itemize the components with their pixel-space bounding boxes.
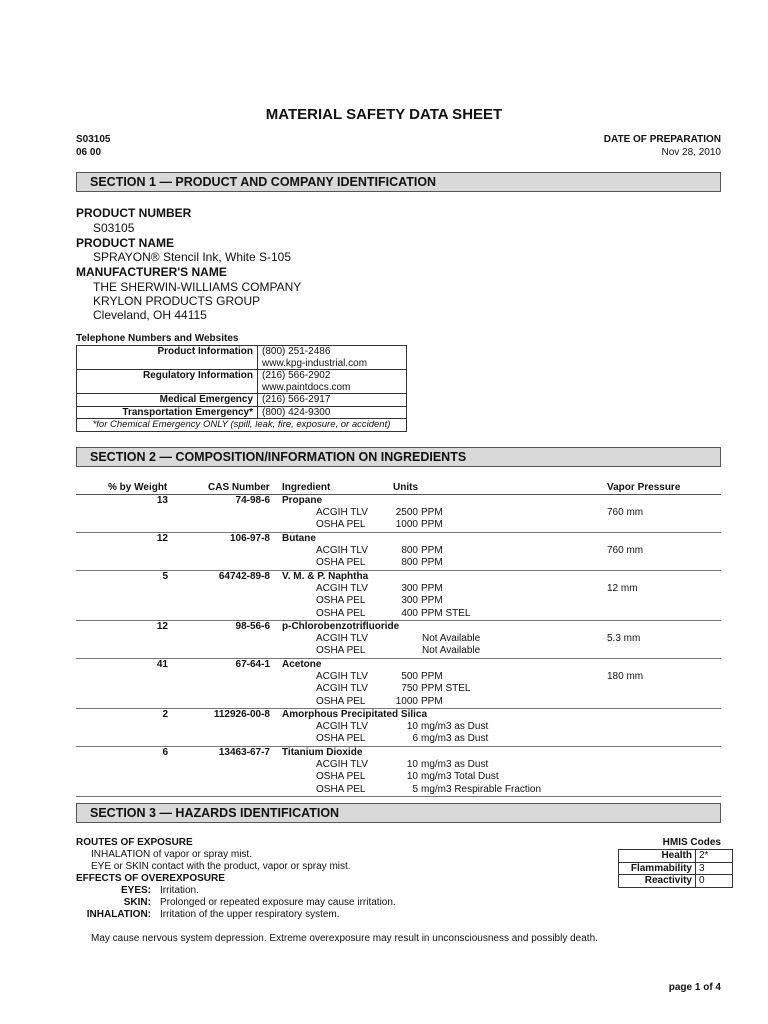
product-number: S03105 <box>93 221 135 235</box>
table-row <box>77 370 407 394</box>
limit-type: OSHA PEL <box>316 733 366 745</box>
limit-value: 1000 <box>395 695 418 707</box>
ingredient-name: V. M. & P. Naphtha <box>282 571 369 582</box>
limit-unit: mg/m3 as Dust <box>421 759 489 771</box>
limit-unit: PPM STEL <box>421 607 471 619</box>
limit-type: OSHA PEL <box>316 783 366 795</box>
effects-label: EFFECTS OF OVEREXPOSURE <box>76 873 225 884</box>
effect-value: Irritation of the upper respiratory system. <box>160 909 340 920</box>
hmis-value: 2* <box>696 850 733 863</box>
hmis-key: Reactivity <box>619 875 696 888</box>
limit-type: ACGIH TLV <box>316 583 368 595</box>
ingredient-group <box>76 532 721 571</box>
ingredient-weight: 12 <box>156 533 168 544</box>
limit-type: ACGIH TLV <box>316 683 368 695</box>
telephone-value <box>258 346 407 370</box>
ingredient-name: Acetone <box>282 659 322 670</box>
ingredient-name: Amorphous Precipitated Silica <box>282 709 428 720</box>
ingredient-weight: 5 <box>162 571 168 582</box>
date-value: Nov 28, 2010 <box>661 147 721 158</box>
ingredient-group <box>76 570 721 621</box>
telephone-label: Medical Emergency <box>77 394 258 407</box>
ingredient-group <box>76 620 721 659</box>
limit-unit: Not Available <box>422 633 481 645</box>
page-number: page 1 of 4 <box>668 982 721 993</box>
limit-value: 10 <box>406 721 418 733</box>
table-row <box>77 419 407 432</box>
ingredient-vapor: 12 mm <box>607 583 638 595</box>
effect-key: INHALATION: <box>86 909 151 920</box>
limit-type: ACGIH TLV <box>316 545 368 557</box>
ingredient-name: Titanium Dioxide <box>282 747 363 758</box>
table-row <box>619 850 733 863</box>
ingredient-group <box>76 494 721 533</box>
phone-number: (216) 566-2917 <box>258 394 407 407</box>
col-weight: % by Weight <box>108 482 168 493</box>
col-units: Units <box>393 482 418 493</box>
limit-value: 500 <box>401 671 418 683</box>
limit-type: OSHA PEL <box>316 519 366 531</box>
limit-unit: mg/m3 Total Dust <box>421 771 499 783</box>
product-number-label: PRODUCT NUMBER <box>76 206 192 220</box>
ingredient-name: p-Chlorobenzotrifluoride <box>282 621 400 632</box>
ingredient-name: Butane <box>282 533 316 544</box>
ingredient-cas: 67-64-1 <box>235 659 270 670</box>
website: www.paintdocs.com <box>262 381 351 393</box>
telephone-value <box>258 370 407 394</box>
effect-value: Prolonged or repeated exposure may cause irritation. <box>160 897 396 908</box>
manufacturer-line: THE SHERWIN-WILLIAMS COMPANY <box>93 280 302 294</box>
ingredient-vapor: 760 mm <box>607 507 644 519</box>
section3-heading: SECTION 3 — HAZARDS IDENTIFICATION <box>76 803 721 823</box>
ingredient-weight: 2 <box>162 709 168 720</box>
table-row <box>77 346 407 370</box>
hmis-title: HMIS Codes <box>662 837 721 848</box>
hmis-value: 3 <box>696 862 733 875</box>
limit-type: ACGIH TLV <box>316 671 368 683</box>
limit-unit: PPM <box>421 695 443 707</box>
telephone-label: Transportation Emergency* <box>77 406 258 419</box>
hmis-value: 0 <box>696 875 733 888</box>
ingredient-name: Propane <box>282 495 323 506</box>
limit-value: 400 <box>401 607 418 619</box>
limit-value: 6 <box>412 733 418 745</box>
limit-value: 2500 <box>395 507 418 519</box>
limit-unit: PPM <box>421 671 443 683</box>
limit-value: 300 <box>401 595 418 607</box>
ingredient-weight: 6 <box>162 747 168 758</box>
limit-value: 1000 <box>395 519 418 531</box>
ingredient-group <box>76 746 721 797</box>
ingredient-cas: 64742-89-8 <box>218 571 270 582</box>
phone-number: (800) 251-2486 <box>262 346 331 357</box>
limit-value: 5 <box>412 783 418 795</box>
limit-unit: Not Available <box>422 645 481 657</box>
limit-unit: PPM STEL <box>421 683 471 695</box>
hmis-table <box>618 849 733 888</box>
phone-number: (800) 424-9300 <box>258 406 407 419</box>
ingredient-vapor: 180 mm <box>607 671 644 683</box>
limit-unit: PPM <box>421 583 443 595</box>
section1-heading: SECTION 1 — PRODUCT AND COMPANY IDENTIFICATION <box>76 172 721 192</box>
limit-value: 300 <box>401 583 418 595</box>
ingredient-vapor: 5.3 mm <box>607 633 641 645</box>
col-ingredient: Ingredient <box>282 482 331 493</box>
ingredient-weight: 13 <box>156 495 168 506</box>
date-label: DATE OF PREPARATION <box>603 134 721 145</box>
limit-unit: mg/m3 as Dust <box>421 733 489 745</box>
col-vapor: Vapor Pressure <box>607 482 681 493</box>
manufacturer-line: Cleveland, OH 44115 <box>93 308 207 322</box>
hmis-key: Health <box>619 850 696 863</box>
telephone-label: Regulatory Information <box>77 370 258 394</box>
product-name-label: PRODUCT NAME <box>76 236 174 250</box>
ingredient-group <box>76 708 721 747</box>
effect-value: Irritation. <box>160 885 199 896</box>
ingredient-weight: 41 <box>156 659 168 670</box>
document-title: MATERIAL SAFETY DATA SHEET <box>265 106 503 123</box>
ingredient-weight: 12 <box>156 621 168 632</box>
limit-type: OSHA PEL <box>316 607 366 619</box>
telephone-table <box>76 345 407 432</box>
limit-unit: PPM <box>421 507 443 519</box>
limit-value: 800 <box>401 557 418 569</box>
limit-unit: PPM <box>421 545 443 557</box>
effect-key: SKIN: <box>123 897 151 908</box>
limit-value: 750 <box>401 683 418 695</box>
limit-unit: PPM <box>421 595 443 607</box>
limit-type: OSHA PEL <box>316 645 366 657</box>
product-name: SPRAYON® Stencil Ink, White S-105 <box>93 250 292 264</box>
ingredient-cas: 98-56-6 <box>235 621 270 632</box>
limit-value: 10 <box>406 759 418 771</box>
limit-type: OSHA PEL <box>316 557 366 569</box>
limit-type: ACGIH TLV <box>316 507 368 519</box>
document-revision: 06 00 <box>76 147 102 158</box>
table-row <box>619 862 733 875</box>
ingredient-cas: 106-97-8 <box>229 533 270 544</box>
hazard-note: May cause nervous system depression. Extreme overexposure may result in unconsciousness and possibly death. <box>91 933 598 944</box>
telephone-title: Telephone Numbers and Websites <box>76 333 239 344</box>
ingredient-cas: 112926-00-8 <box>213 709 270 720</box>
ingredient-cas: 13463-67-7 <box>218 747 270 758</box>
limit-type: ACGIH TLV <box>316 721 368 733</box>
limit-type: OSHA PEL <box>316 695 366 707</box>
route-item: INHALATION of vapor or spray mist. <box>91 849 252 860</box>
manufacturer-label: MANUFACTURER'S NAME <box>76 265 227 279</box>
limit-type: ACGIH TLV <box>316 633 368 645</box>
ingredient-group <box>76 658 721 709</box>
limit-type: OSHA PEL <box>316 595 366 607</box>
limit-unit: PPM <box>421 519 443 531</box>
website: www.kpg-industrial.com <box>262 357 368 369</box>
table-row <box>619 875 733 888</box>
telephone-note: *for Chemical Emergency ONLY (spill, leak, fire, exposure, or accident) <box>77 419 407 432</box>
hmis-key: Flammability <box>619 862 696 875</box>
section2-heading: SECTION 2 — COMPOSITION/INFORMATION ON INGREDIENTS <box>76 447 721 467</box>
limit-unit: mg/m3 as Dust <box>421 721 489 733</box>
routes-label: ROUTES OF EXPOSURE <box>76 837 193 848</box>
table-row <box>77 406 407 419</box>
limit-unit: mg/m3 Respirable Fraction <box>421 783 542 795</box>
col-cas: CAS Number <box>208 482 270 493</box>
manufacturer-line: KRYLON PRODUCTS GROUP <box>93 294 261 308</box>
limit-value: 10 <box>406 771 418 783</box>
table-row <box>77 394 407 407</box>
route-item: EYE or SKIN contact with the product, vapor or spray mist. <box>91 861 351 872</box>
limit-type: OSHA PEL <box>316 771 366 783</box>
effect-key: EYES: <box>120 885 151 896</box>
document-code: S03105 <box>76 134 111 145</box>
limit-unit: PPM <box>421 557 443 569</box>
limit-type: ACGIH TLV <box>316 759 368 771</box>
ingredient-vapor: 760 mm <box>607 545 644 557</box>
limit-value: 800 <box>401 545 418 557</box>
ingredient-cas: 74-98-6 <box>235 495 270 506</box>
telephone-label: Product Information <box>77 346 258 370</box>
phone-number: (216) 566-2902 <box>262 370 331 381</box>
